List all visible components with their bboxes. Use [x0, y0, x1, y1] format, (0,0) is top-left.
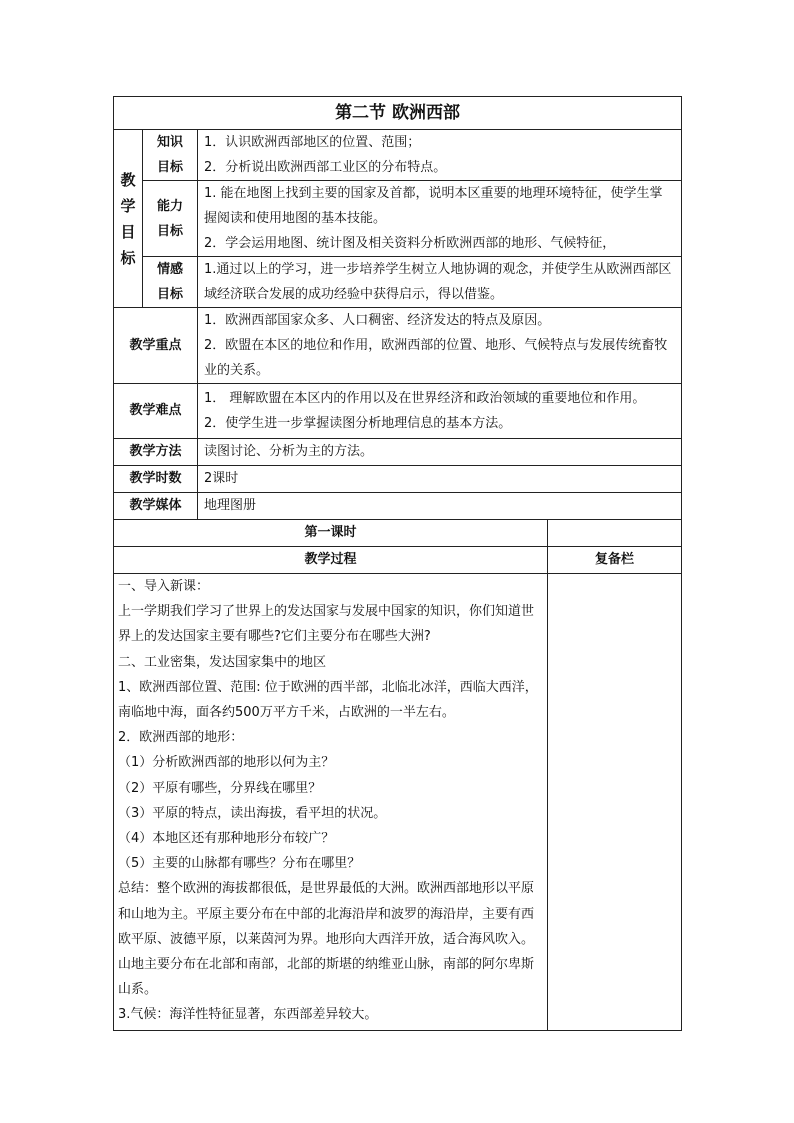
process-content — [114, 574, 548, 1031]
hours-value: 2课时 — [198, 466, 682, 493]
lesson-plan-table — [113, 96, 682, 1031]
process-header: 教学过程 — [114, 547, 548, 574]
process-line: 3.气候：海洋性特征显著，东西部差异较大。 — [118, 1007, 378, 1023]
difficulties-label: 教学难点 — [114, 384, 198, 439]
process-line: （1）分析欧洲西部的地形以何为主？ — [118, 755, 335, 771]
key-points-content: 1．欧洲西部国家众多、人口稠密、经济发达的特点及原因。 2．欧盟在本区的地位和作用，欧洲西部的位置、地形、气候特点与发展传统畜牧业的关系。 — [198, 308, 682, 384]
process-line: 二、工业密集，发达国家集中的地区 — [118, 654, 327, 670]
method-value: 读图讨论、分析为主的方法。 — [198, 439, 682, 466]
process-line: 2．欧洲西部的地形： — [118, 730, 244, 746]
key-points-label: 教学重点 — [114, 308, 198, 384]
process-line: 1、欧洲西部位置、范围: 位于欧洲的西半部，北临北冰洋，西临大西洋，南临地中海，面各约500万平方千米，占欧洲的一半左右。 — [118, 679, 538, 721]
knowledge-objective-content: 1．认识欧洲西部地区的位置、范围； 2．分析说出欧洲西部工业区的分布特点。 — [198, 130, 682, 181]
notes-header: 复备栏 — [548, 547, 682, 574]
method-label: 教学方法 — [114, 439, 198, 466]
process-line: （3）平原的特点，读出海拔，看平坦的状况。 — [118, 805, 387, 821]
process-line: （5）主要的山脉都有哪些？分布在哪里？ — [118, 856, 361, 872]
difficulties-content: 1． 理解欧盟在本区内的作用以及在世界经济和政治领域的重要地位和作用。 2．使学生进一步掌握读图分析地理信息的基本方法。 — [198, 384, 682, 439]
objectives-label: 教 学 目 标 — [114, 130, 143, 308]
process-line: （2）平原有哪些，分界线在哪里？ — [118, 780, 322, 796]
ability-objective-label: 能力 目标 — [143, 181, 198, 257]
lesson-title: 第一课时 — [114, 520, 548, 547]
page-title: 第二节 欧洲西部 — [114, 97, 682, 130]
ability-objective-content: 1. 能在地图上找到主要的国家及首都，说明本区重要的地理环境特征，使学生掌握阅读和使用地图的基本技能。 2．学会运用地图、统计图及相关资料分析欧洲西部的地形、气候特征， — [198, 181, 682, 257]
emotion-objective-content: 1.通过以上的学习，进一步培养学生树立人地协调的观念，并使学生从欧洲西部区域经济联合发展的成功经验中获得启示，得以借鉴。 — [198, 257, 682, 308]
hours-label: 教学时数 — [114, 466, 198, 493]
process-line: 上一学期我们学习了世界上的发达国家与发展中国家的知识，你们知道世界上的发达国家主要有哪些?它们主要分布在哪些大洲? — [118, 604, 535, 645]
media-value: 地理图册 — [198, 493, 682, 520]
media-label: 教学媒体 — [114, 493, 198, 520]
notes-column — [548, 574, 682, 1031]
lesson-title-blank — [548, 520, 682, 547]
lesson-plan — [113, 96, 681, 1031]
process-line: 总结：整个欧洲的海拔都很低，是世界最低的大洲。欧洲西部地形以平原和山地为主。平原主要分布在中部的北海沿岸和波罗的海沿岸，主要有西欧平原、波德平原，以莱茵河为界。地形向大西洋开放，适合海风吹入。山地主要分布在北部和南部，北部的斯堪的纳维亚山脉，南部的阿尔卑斯山系。 — [118, 881, 535, 998]
emotion-objective-label: 情感 目标 — [143, 257, 198, 308]
knowledge-objective-label: 知识 目标 — [143, 130, 198, 181]
process-line: （4）本地区还有那种地形分布较广？ — [118, 831, 335, 847]
process-line: 一、导入新课： — [118, 579, 210, 594]
